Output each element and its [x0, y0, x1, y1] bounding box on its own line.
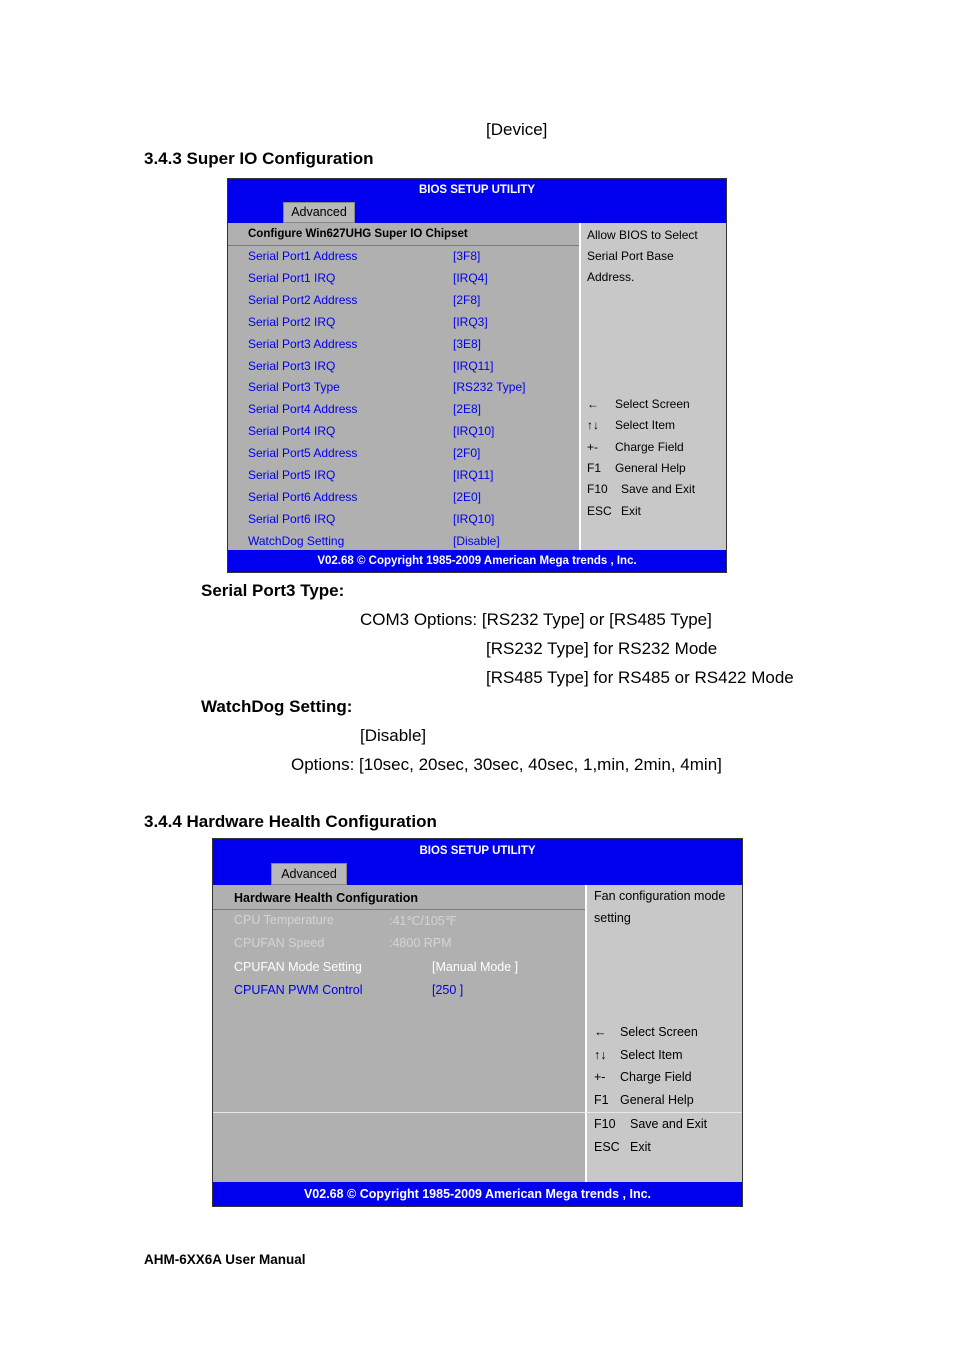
section-heading-super-io: 3.4.3 Super IO Configuration [144, 149, 374, 168]
setting-value[interactable]: [IRQ10] [453, 424, 495, 439]
bios-copyright: V02.68 © Copyright 1985-2009 American Mega trends , Inc. [213, 1182, 742, 1206]
key-description: Save and Exit [621, 482, 696, 497]
setting-label: CPU Temperature [234, 913, 334, 927]
key-name: F10 [594, 1117, 616, 1131]
key-description: Select Screen [615, 397, 690, 411]
bios-title: BIOS SETUP UTILITY [419, 845, 536, 857]
setting-label[interactable]: Serial Port1 Address [248, 249, 358, 263]
setting-value[interactable]: [2F8] [453, 292, 481, 307]
setting-value[interactable]: [IRQ11] [453, 468, 494, 482]
serial-port3-type-heading: Serial Port3 Type: [201, 581, 345, 600]
setting-label[interactable]: WatchDog Setting [248, 533, 345, 548]
setting-label[interactable]: Serial Port3 Type [248, 380, 340, 395]
key-name: F1 [587, 460, 602, 475]
device-line: [Device] [486, 120, 548, 139]
key-name: +- [594, 1070, 606, 1084]
key-description: Select Item [615, 418, 676, 433]
watchdog-options: Options: [10sec, 20sec, 30sec, 40sec, 1,min, 2min, 4min] [291, 755, 722, 774]
key-description: Save and Exit [630, 1117, 708, 1131]
setting-value: :4800 RPM [389, 936, 452, 951]
key-description: Exit [621, 503, 642, 518]
key-description: Select Item [620, 1047, 683, 1062]
setting-label[interactable]: Serial Port4 Address [248, 402, 358, 417]
key-description: Charge Field [620, 1070, 692, 1084]
setting-value[interactable]: [2E8] [453, 402, 482, 417]
help-line: Allow BIOS to Select [587, 228, 698, 242]
setting-label[interactable]: Serial Port2 Address [248, 292, 358, 307]
setting-value[interactable]: [2E0] [453, 489, 482, 504]
setting-label[interactable]: Serial Port5 Address [248, 446, 358, 461]
bios-copyright: V02.68 © Copyright 1985-2009 American Mega trends , Inc. [228, 550, 726, 572]
setting-value[interactable]: [IRQ3] [453, 314, 488, 329]
setting-value[interactable]: [IRQ10] [453, 511, 495, 526]
setting-label[interactable]: Serial Port5 IRQ [248, 468, 336, 482]
setting-label[interactable]: Serial Port2 IRQ [248, 314, 336, 329]
setting-label[interactable]: Serial Port3 IRQ [248, 358, 336, 373]
manual-footer: AHM-6XX6A User Manual [144, 1252, 306, 1267]
help-line: Address. [587, 270, 635, 284]
setting-value[interactable]: [Disable] [453, 533, 500, 548]
rs485-line: [RS485 Type] for RS485 or RS422 Mode [486, 668, 794, 687]
key-name: ← [594, 1025, 607, 1039]
rs232-line: [RS232 Type] for RS232 Mode [486, 639, 718, 658]
setting-label[interactable]: Serial Port6 IRQ [248, 511, 336, 526]
lower-rule [213, 1112, 742, 1113]
key-name: +- [587, 439, 599, 454]
bios-section-heading: Configure Win627UHG Super IO Chipset [248, 228, 468, 240]
setting-label[interactable]: Serial Port4 IRQ [248, 424, 336, 439]
key-name: ↑↓ [587, 418, 599, 433]
key-name: F10 [587, 482, 608, 497]
setting-label[interactable]: Serial Port6 Address [248, 489, 358, 504]
bios-body [228, 223, 726, 550]
setting-label[interactable]: CPUFAN Mode Setting [234, 959, 362, 974]
watchdog-default: [Disable] [360, 726, 427, 745]
setting-value[interactable]: [Manual Mode ] [432, 959, 519, 974]
heading-rule [228, 245, 579, 246]
setting-value[interactable]: [3F8] [453, 249, 481, 263]
setting-value: :41℃/105℉ [389, 914, 457, 928]
tab-advanced[interactable]: Advanced [283, 202, 355, 223]
tab-advanced[interactable]: Advanced [271, 863, 347, 885]
section-heading-hardware-health: 3.4.4 Hardware Health Configuration [144, 812, 437, 831]
key-name: ← [587, 397, 599, 411]
setting-label[interactable]: Serial Port1 IRQ [248, 270, 336, 285]
setting-value[interactable]: [RS232 Type] [453, 380, 526, 395]
setting-value[interactable]: [2F0] [453, 446, 481, 461]
key-name: F1 [594, 1092, 609, 1107]
key-name: ESC [594, 1139, 620, 1154]
setting-label[interactable]: Serial Port3 Address [248, 336, 358, 351]
bios-screen-hardware-health [212, 838, 743, 1207]
key-description: Charge Field [615, 439, 684, 454]
watchdog-heading: WatchDog Setting: [201, 697, 353, 716]
setting-value[interactable]: [3E8] [453, 336, 482, 351]
bios-section-heading: Hardware Health Configuration [234, 891, 419, 905]
bios-title: BIOS SETUP UTILITY [418, 184, 536, 196]
key-description: Select Screen [620, 1025, 698, 1039]
setting-label[interactable]: CPUFAN PWM Control [234, 982, 363, 997]
key-name: ↑↓ [594, 1047, 607, 1062]
com3-options-line: COM3 Options: [RS232 Type] or [RS485 Type] [360, 610, 712, 629]
key-description: General Help [615, 460, 686, 475]
key-name: ESC [587, 503, 612, 518]
setting-value[interactable]: [250 ] [432, 982, 464, 997]
bios-body [213, 885, 742, 1182]
heading-rule [213, 909, 585, 910]
key-description: Exit [630, 1139, 651, 1154]
help-line: Fan configuration mode [594, 889, 726, 903]
setting-value[interactable]: [IRQ11] [453, 358, 494, 373]
bios-screen-super-io [227, 178, 727, 573]
help-line: setting [594, 911, 631, 925]
setting-label: CPUFAN Speed [234, 936, 325, 951]
help-line: Serial Port Base [587, 249, 674, 263]
key-description: General Help [620, 1092, 694, 1107]
setting-value[interactable]: [IRQ4] [453, 270, 488, 285]
